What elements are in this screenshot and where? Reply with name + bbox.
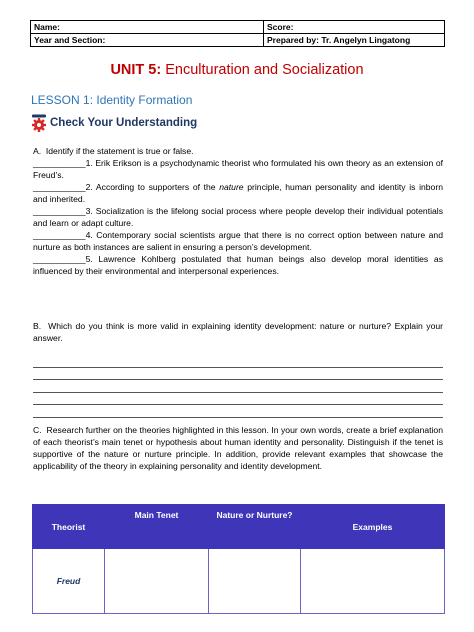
examples-cell[interactable]: [301, 549, 445, 614]
col-nature-nurture: Nature or Nurture?: [209, 505, 301, 549]
year-section-field[interactable]: [31, 34, 264, 47]
section-b-prompt: B. Which do you think is more valid in explaining identity development: nature or nurture? Explain your answer.: [33, 321, 443, 343]
statement-2: ___________2. According to supporters of the nature principle, human personality and identity is inborn and inherited.: [33, 182, 443, 204]
nature-nurture-cell[interactable]: [209, 549, 301, 614]
statement-1: ___________1. Erik Erikson is a psychodynamic theorist who formulated his own theory as an extension of Freud’s.: [33, 158, 443, 180]
score-label: Score:: [267, 22, 294, 32]
statement-3: ___________3. Socialization is the lifelong social process where people develop their individual potentials and learn or adapt culture.: [33, 206, 443, 228]
answer-line[interactable]: [33, 368, 443, 381]
score-field[interactable]: [264, 21, 445, 34]
statement-5: ___________5. Lawrence Kohlberg postulated that human beings also develop moral identities as influenced by their environmental and interpersonal experiences.: [33, 254, 443, 276]
col-examples: Examples: [301, 505, 445, 549]
name-label: Name:: [34, 22, 60, 32]
answer-line[interactable]: [33, 380, 443, 393]
section-a: [33, 145, 443, 277]
theorist-table: [32, 504, 445, 614]
nature-emphasis: nature: [219, 182, 244, 192]
prepared-by: Prepared by: Tr. Angelyn Lingatong: [264, 34, 445, 47]
unit-number: UNIT 5:: [110, 62, 162, 78]
lesson-title: LESSON 1: Identity Formation: [31, 93, 193, 107]
header-info-table: [30, 20, 445, 47]
check-understanding-title: Check Your Understanding: [50, 117, 198, 129]
main-tenet-cell[interactable]: [105, 549, 209, 614]
unit-title: [0, 62, 474, 78]
section-c-prompt: C. Research further on the theories highlighted in this lesson. In your own words, create a brief explanation of each theorist’s main tenet or hypothesis about human identity and personality. Distinguish if the tenet is supportive of the nature or nurture principle. In addition, provide relevant examples that showcase the applicability of the theory in explaining personality and identity development.: [33, 425, 443, 471]
statement-4: ___________4. Contemporary social scientists argue that there is no correct option between nature and nurture as both instances are salient in ensuring a person’s development.: [33, 230, 443, 252]
check-understanding-heading: [31, 113, 197, 133]
section-b: [33, 320, 443, 344]
section-c: [33, 424, 443, 472]
table-row: [33, 549, 445, 614]
answer-line[interactable]: [33, 405, 443, 418]
red-gear-icon: [31, 114, 47, 132]
section-a-prompt: A. Identify if the statement is true or false.: [33, 146, 194, 156]
theorist-name: Freud: [33, 549, 105, 614]
unit-name: Enculturation and Socialization: [165, 62, 364, 78]
table-header-row: [33, 505, 445, 549]
answer-line[interactable]: [33, 393, 443, 406]
answer-lines[interactable]: [33, 355, 443, 418]
col-theorist: Theorist: [33, 505, 105, 549]
answer-line[interactable]: [33, 355, 443, 368]
name-field[interactable]: [31, 21, 264, 34]
col-main-tenet: Main Tenet: [105, 505, 209, 549]
year-section-label: Year and Section:: [34, 35, 106, 45]
